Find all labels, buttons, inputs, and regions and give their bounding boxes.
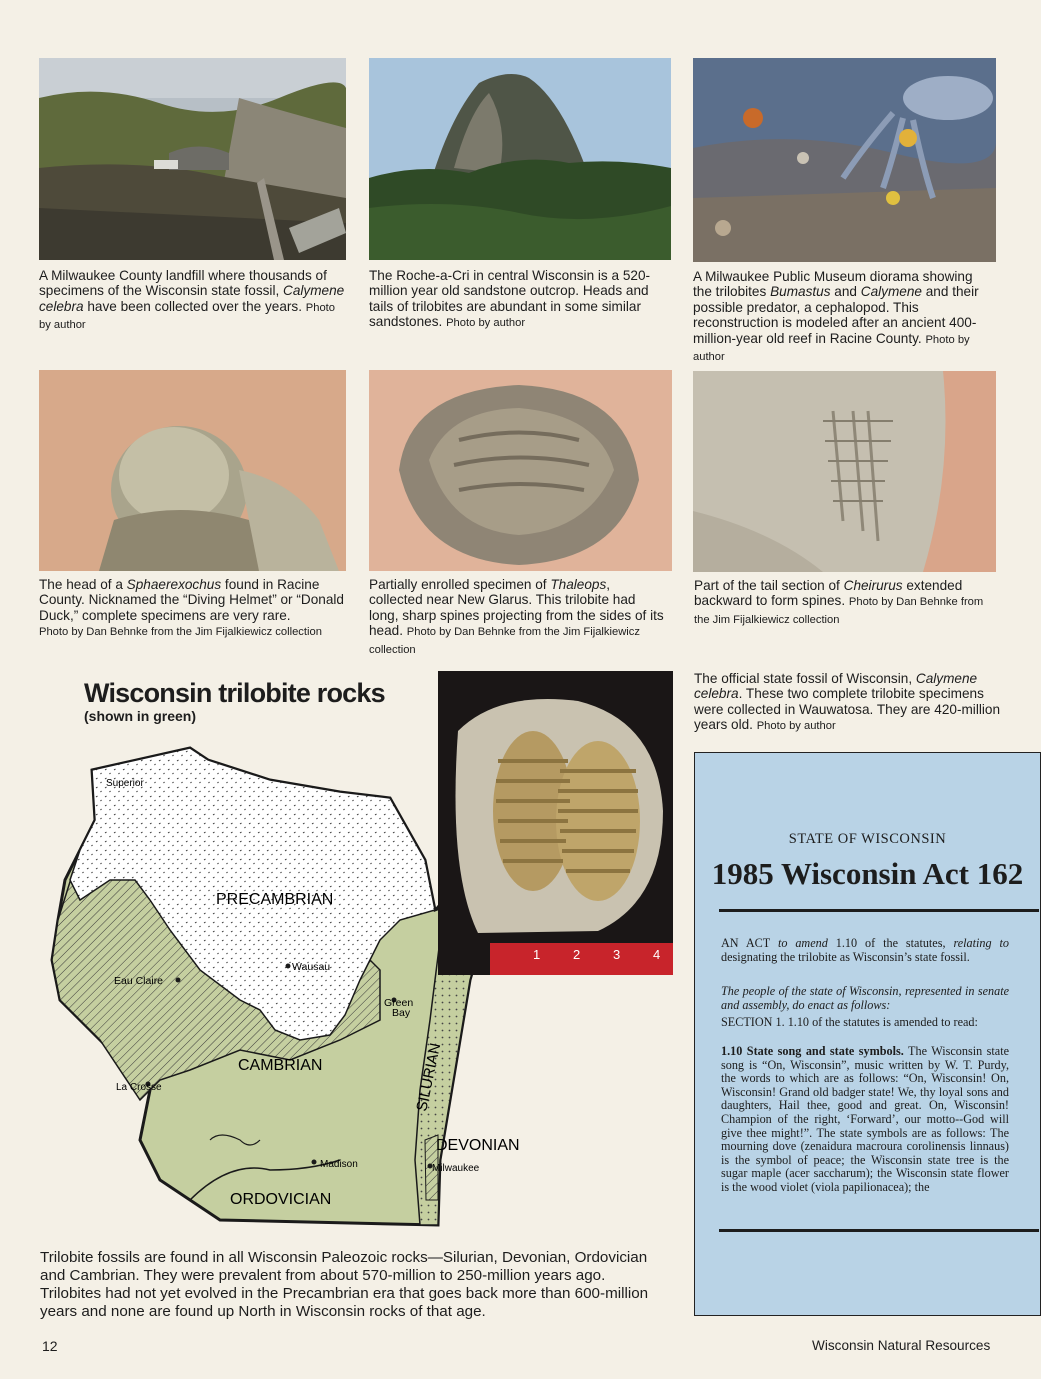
map-label-ordovician: ORDOVICIAN: [230, 1191, 332, 1208]
ruler-mark-2: 2: [573, 947, 581, 962]
wisconsin-act-box: [694, 752, 1041, 1316]
cheirurus-caption: [694, 578, 994, 628]
caption-text: . These two complete trilobite specimens were collected in Wauwatosa. They are 420-million years old.: [694, 686, 1001, 733]
caption-text: found in Racine County. Nicknamed the “Diving Helmet” or “Donald Duck,” complete specimens are very rare.: [39, 577, 344, 623]
sphaerexochus-caption: [39, 577, 357, 641]
map-title: Wisconsin trilobite rocks: [84, 678, 385, 708]
thaleops-photo: [369, 370, 672, 571]
photo-credit: Photo by Dan Behnke from the Jim Fijalkiewicz collection: [369, 626, 640, 656]
act-intro-text: 1.10 of the statutes,: [827, 936, 954, 950]
page-number: 12: [42, 1338, 58, 1354]
act-intro-italic: relating to: [953, 936, 1009, 950]
map-label-wausau: Wausau: [292, 961, 331, 973]
sphaerexochus-photo: [39, 370, 346, 571]
act-intro-text: designating the trilobite as Wisconsin’s state fossil.: [721, 949, 970, 964]
caption-italic: Cheirurus: [843, 578, 903, 593]
act-section-heading: 1.10 State song and state symbols.: [721, 1044, 904, 1058]
caption-italic: Calymene celebra: [694, 671, 978, 702]
calymene-photo: [438, 671, 673, 975]
act-intro: [721, 937, 1009, 964]
photo-credit: Photo by Dan Behnke from the Jim Fijalkiewicz collection: [39, 626, 322, 639]
wisconsin-geology-map: [40, 740, 520, 1230]
landfill-caption: [39, 268, 349, 334]
caption-italic: Sphaerexochus: [126, 577, 222, 592]
caption-text: The Roche-a-Cri in central Wisconsin is a 520-million year old sandstone outcrop. Heads and tails of trilobites are abundant in some similar sandstones.: [369, 268, 651, 330]
caption-italic: Bumastus: [770, 284, 831, 300]
ruler: [493, 943, 673, 975]
museum-diorama-photo: [693, 58, 996, 262]
magazine-name: Wisconsin Natural Resources: [812, 1338, 991, 1353]
caption-text: and: [830, 284, 861, 300]
thaleops-caption: [369, 577, 667, 658]
caption-text: have been collected over the years.: [83, 298, 306, 314]
photo-credit: Photo by author: [756, 720, 836, 733]
act-section: SECTION 1. 1.10 of the statutes is amended to read:: [721, 1015, 978, 1029]
caption-text: A Milwaukee Public Museum diorama showing the trilobites: [693, 269, 973, 300]
cheirurus-photo: [693, 371, 996, 572]
act-intro-italic: to amend: [777, 936, 828, 950]
photo-credit: Photo by author: [446, 317, 526, 330]
landfill-photo: [39, 58, 346, 260]
caption-text: The head of a: [39, 577, 127, 592]
diorama-caption: [693, 269, 993, 365]
map-label-precambrian: PRECAMBRIAN: [216, 891, 334, 908]
photo-credit: Photo by Dan Behnke from the Jim Fijalkiewicz collection: [694, 596, 984, 626]
photo-credit: Photo by author: [39, 301, 336, 332]
map-label-superior: Superior: [106, 778, 144, 789]
map-label-bay: Bay: [392, 1007, 411, 1019]
caption-text: , collected near New Glarus. This trilobite had long, sharp spines projecting from the sides of its head.: [369, 577, 664, 639]
caption-text: Part of the tail section of: [694, 578, 844, 593]
caption-italic: Calymene: [860, 284, 922, 300]
map-label-eau-claire: Eau Claire: [114, 975, 164, 987]
map-label-devonian: DEVONIAN: [436, 1137, 520, 1154]
calymene-caption: [694, 671, 1004, 735]
caption-text: Partially enrolled specimen of: [369, 577, 551, 592]
ruler-mark-4: 4: [653, 947, 661, 962]
caption-text: The official state fossil of Wisconsin,: [694, 671, 916, 686]
ruler-mark-1: 1: [533, 947, 541, 962]
map-label-la-crosse: La Crosse: [116, 1082, 162, 1093]
caption-text: and their possible predator, a cephalopod. This reconstruction is modeled after an ancient 400-million-year old reef in Racine County.: [693, 284, 979, 346]
act-intro-text: AN ACT: [721, 936, 778, 950]
act-body-text: The Wisconsin state song is “On, Wisconsin”, music written by W. T. Purdy, the words to which are as follows: “On, Wisconsin! On, Wisconsin! Grand old badger state! We, thy loyal sons and daughters, Hail thee, good and great. On, Wisconsin! Champion of the right, ‘Forward’, our motto--God will give thee might!”. The state symbols are as follows: The mourning dove (zenaidura macroura corolinensis linnaus) is the symbol of peace; the Wisconsin state tree is the sugar maple (acer saccharum); the Wisconsin state flower is the wood violet (viola papilionacea); the: [721, 1044, 1009, 1194]
caption-text: extended backward to form spines.: [694, 578, 963, 609]
map-label-cambrian: CAMBRIAN: [238, 1057, 323, 1074]
ruler-mark-3: 3: [613, 947, 621, 962]
act-body: [721, 1045, 1009, 1195]
act-rule-top: [719, 909, 1039, 912]
map-label-green: Green: [384, 997, 414, 1009]
caption-italic: Thaleops: [550, 577, 607, 592]
map-label-milwaukee: Milwaukee: [432, 1163, 480, 1174]
body-paragraph: Trilobite fossils are found in all Wisconsin Paleozoic rocks—Silurian, Devonian, Ordovician and Cambrian. They were prevalent from about 570-million to 250-million years ago. Trilobites had not yet evolved in the Precambrian era that goes back more than 600-million years and none are found up North in Wisconsin rocks of that age.: [40, 1249, 649, 1320]
caption-text: A Milwaukee County landfill where thousands of specimens of the Wisconsin state fossil,: [39, 268, 327, 299]
map-label-silurian: SILURIAN: [413, 1041, 445, 1113]
act-rule-bottom: [719, 1229, 1039, 1232]
roche-a-cri-photo: [369, 58, 671, 260]
caption-italic: Calymene celebra: [39, 283, 345, 314]
roche-caption: [369, 268, 669, 332]
map-subtitle: (shown in green): [84, 708, 196, 724]
photo-credit: Photo by author: [693, 333, 970, 364]
act-enacting-clause: The people of the state of Wisconsin, represented in senate and assembly, do enact as follows:: [721, 984, 1009, 1012]
act-title: 1985 Wisconsin Act 162: [711, 856, 1024, 891]
act-state-heading: STATE OF WISCONSIN: [788, 831, 947, 847]
map-label-madison: Madison: [320, 1159, 358, 1170]
